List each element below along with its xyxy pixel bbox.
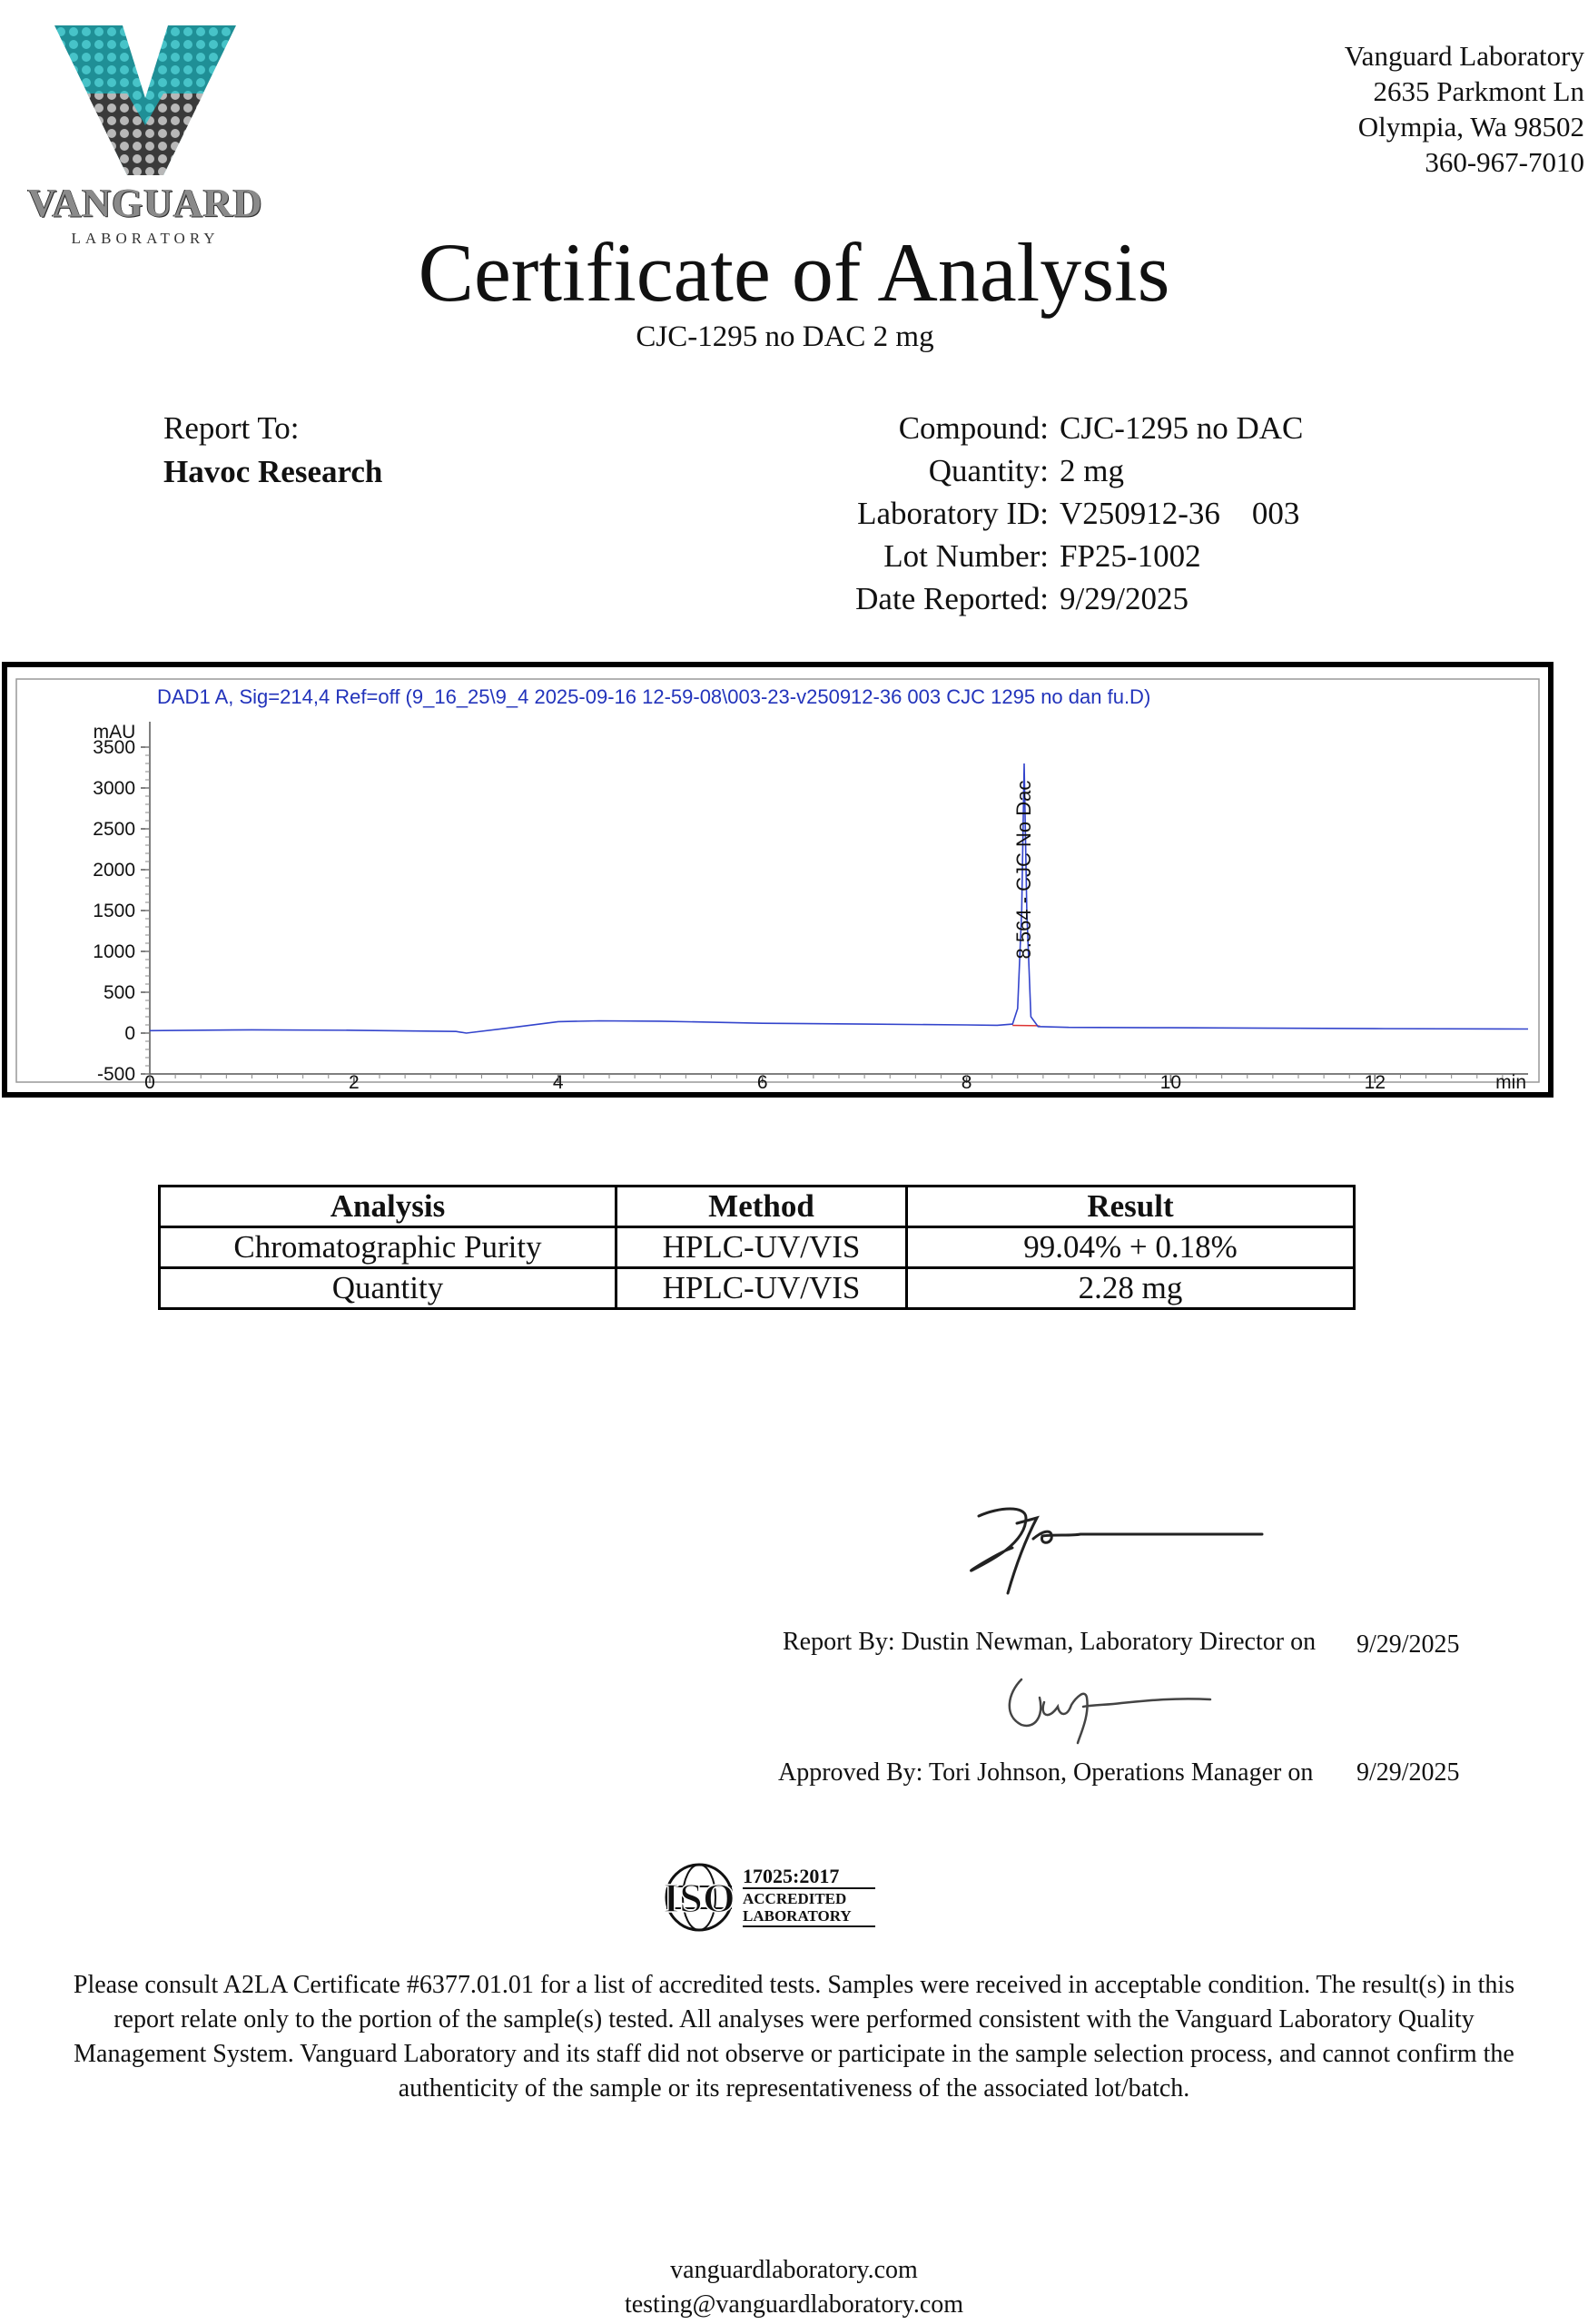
lab-street: 2635 Parkmont Ln [1373,75,1584,107]
column-header: Result [907,1187,1355,1227]
report-by-line: Report By: Dustin Newman, Laboratory Director on [783,1628,1317,1656]
table-row [160,1227,1355,1268]
table-cell: Chromatographic Purity [160,1227,616,1268]
report-by-date: 9/29/2025 [1356,1630,1460,1659]
info-row-date-reported [799,577,1303,620]
x-tick-label: 0 [144,1072,155,1092]
y-axis-label: mAU [93,722,136,743]
iso-globe-icon [661,1861,879,1934]
footer [0,2253,1588,2322]
approved-by-line: Approved By: Tori Johnson, Operations Manager on [778,1758,1314,1787]
info-value: V250912-36 003 [1060,496,1300,531]
table-cell: HPLC-UV/VIS [616,1268,907,1309]
footer-email: testing@vanguardlaboratory.com [624,2290,964,2319]
table-cell: HPLC-UV/VIS [616,1227,907,1268]
chromatogram-frame [2,662,1553,1098]
info-row-quantity [799,449,1303,492]
iso-accreditation-badge [661,1861,879,1934]
info-label: Date Reported: [855,581,1049,616]
client-name: Havoc Research [163,454,383,489]
y-tick-label: -500 [96,1064,135,1085]
table-header-row [160,1187,1355,1227]
iso-line1: ACCREDITED [743,1890,847,1907]
manager-signature [1003,1670,1212,1748]
x-tick-label: 6 [756,1072,768,1092]
y-tick-label: 3500 [93,737,135,758]
info-row-compound [799,407,1303,449]
info-label: Lot Number: [883,538,1049,574]
logo-wordmark: VANGUARD [27,181,263,225]
info-label: Quantity: [928,453,1049,488]
info-value: FP25-1002 [1060,538,1201,574]
report-to-label: Report To: [163,410,300,446]
table-cell: 2.28 mg [907,1268,1355,1309]
company-logo [27,25,272,247]
lab-address [1345,38,1584,180]
chart-title: DAD1 A, Sig=214,4 Ref=off (9_16_25\9_4 2025-09-16 12-59-08\003-23-v250912-36 003 CJC 1295 no dan fu.D) [157,685,1151,708]
y-tick-label: 1000 [93,941,135,962]
sample-info [799,407,1303,620]
info-value: CJC-1295 no DAC [1060,410,1304,446]
y-tick-label: 0 [124,1023,135,1044]
lab-phone: 360-967-7010 [1425,146,1584,178]
info-row-laboratory-id [799,492,1303,535]
chromatogram [7,667,1548,1092]
plot-area-border [16,679,1539,1082]
report-to-block [163,407,382,494]
director-signature [962,1498,1271,1598]
info-value: 9/29/2025 [1060,581,1189,616]
disclaimer-line: Please consult A2LA Certificate #6377.01.01 for a list of accredited tests. Samples were received in acceptable condition. The result(s) in this [73,1971,1515,1999]
results-table [158,1185,1356,1310]
table-cell: Quantity [160,1268,616,1309]
logo-subtitle: LABORATORY [71,230,220,247]
disclaimer-line: report relate only to the portion of the sample(s) tested. All analyses were performed consistent with the Vanguard Laboratory Quality [113,2005,1475,2034]
info-value: 2 mg [1060,453,1124,488]
x-tick-label: 2 [349,1072,360,1092]
iso-standard: 17025:2017 [743,1865,840,1887]
logo-v-mark [54,25,236,180]
document-title: Certificate of Analysis [418,226,1170,319]
lab-city: Olympia, Wa 98502 [1357,111,1584,143]
x-tick-label: 4 [552,1072,564,1092]
y-tick-label: 1500 [93,901,135,921]
y-tick-label: 2000 [93,860,135,881]
table-cell: 99.04% + 0.18% [907,1227,1355,1268]
y-tick-label: 3000 [93,778,135,799]
approved-by-date: 9/29/2025 [1356,1758,1460,1787]
disclaimer [18,1968,1570,2106]
iso-line2: LABORATORY [743,1907,852,1925]
table-row [160,1268,1355,1309]
y-tick-label: 2500 [93,819,135,840]
iso-code: ISO [663,1875,735,1921]
x-tick-label: 8 [961,1072,972,1092]
x-tick-label: 12 [1364,1072,1386,1092]
footer-website: vanguardlaboratory.com [670,2256,918,2284]
lab-name: Vanguard Laboratory [1344,40,1584,72]
y-tick-label: 500 [103,982,135,1003]
peak-label: 8.564 - CJC No Dac [1011,780,1035,960]
disclaimer-line: Management System. Vanguard Laboratory and its staff did not observe or participate in the sample selection process, and cannot confirm the [74,2040,1514,2068]
x-tick-label: 10 [1159,1072,1182,1092]
disclaimer-line: authenticity of the sample or its representativeness of the associated lot/batch. [398,2074,1190,2102]
info-row-lot-number [799,535,1303,577]
column-header: Method [616,1187,907,1227]
document-subtitle: CJC-1295 no DAC 2 mg [636,320,934,353]
series-line [150,763,1528,1033]
column-header: Analysis [160,1187,616,1227]
info-label: Compound: [898,410,1049,446]
info-label: Laboratory ID: [857,496,1049,531]
x-axis-label: min [1495,1072,1526,1092]
